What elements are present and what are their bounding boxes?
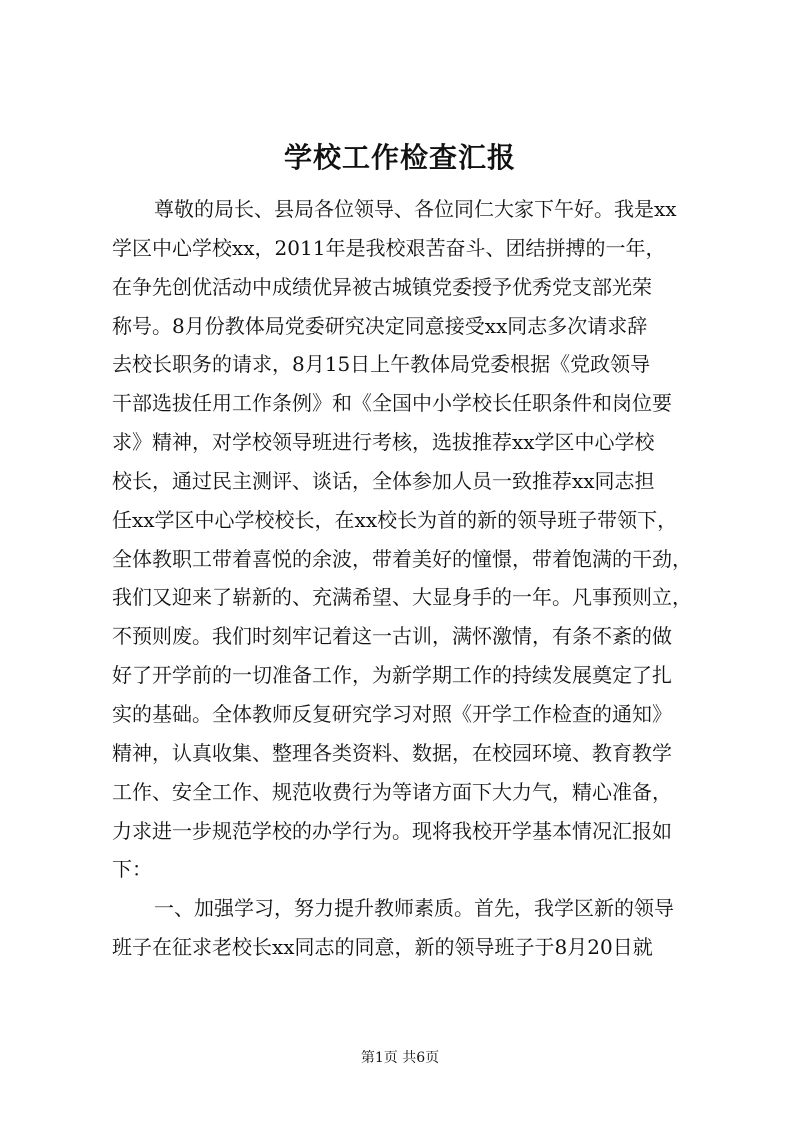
paragraph-line: 实的基础。全体教师反复研究学习对照《开学工作检查的通知》 <box>112 701 672 726</box>
paragraph-line: 力求进一步规范学校的办学行为。现将我校开学基本情况汇报如 <box>112 818 672 843</box>
paragraph-line: 工作、安全工作、规范收费行为等诸方面下大力气，精心准备， <box>112 779 672 804</box>
paragraph-line: 干部选拔任用工作条例》和《全国中小学校长任职条件和岗位要 <box>112 391 672 416</box>
paragraph-line: 一、加强学习，努力提升教师素质。首先，我学区新的领导 <box>154 896 674 921</box>
paragraph-line: 全体教职工带着喜悦的余波，带着美好的憧憬，带着饱满的干劲， <box>112 546 692 571</box>
paragraph-line: 去校长职务的请求，8月15日上午教体局党委根据《党政领导 <box>112 352 651 377</box>
paragraph-line: 我们又迎来了崭新的、充满希望、大显身手的一年。凡事预则立， <box>112 585 692 610</box>
document-body <box>112 190 702 967</box>
paragraph-line: 精神，认真收集、整理各类资料、数据，在校园环境、教育教学 <box>112 740 672 765</box>
page-title: 学校工作检查汇报 <box>283 141 516 174</box>
paragraph-line: 不预则废。我们时刻牢记着这一古训，满怀激情，有条不紊的做 <box>112 624 672 649</box>
paragraph-line: 下： <box>112 857 152 882</box>
paragraph-line: 在争先创优活动中成绩优异被古城镇党委授予优秀党支部光荣 <box>112 274 652 299</box>
paragraph-line: 学区中心学校xx，2011年是我校艰苦奋斗、团结拼搏的一年， <box>112 235 666 260</box>
paragraph-line: 好了开学前的一切准备工作，为新学期工作的持续发展奠定了扎 <box>112 663 672 688</box>
page-number-footer: 第1页 共6页 <box>360 1050 440 1066</box>
paragraph-line: 任xx学区中心学校校长，在xx校长为首的新的领导班子带领下， <box>112 507 678 532</box>
paragraph-line: 班子在征求老校长xx同志的同意，新的领导班子于8月20日就 <box>112 935 653 960</box>
paragraph-line: 校长，通过民主测评、谈话，全体参加人员一致推荐xx同志担 <box>112 468 655 493</box>
paragraph-line: 求》精神，对学校领导班进行考核，选拔推荐xx学区中心学校 <box>112 430 655 455</box>
paragraph-line: 尊敬的局长、县局各位领导、各位同仁大家下午好。我是xx <box>154 197 677 221</box>
paragraph-line: 称号。8月份教体局党委研究决定同意接受xx同志多次请求辞 <box>112 313 648 338</box>
